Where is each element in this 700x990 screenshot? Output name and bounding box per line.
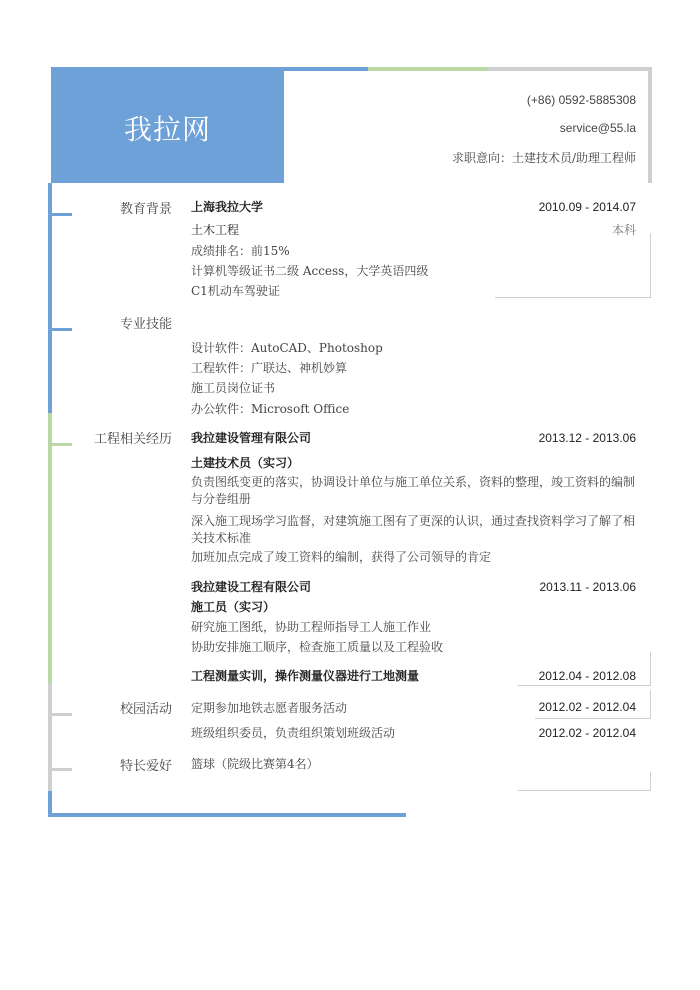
tick-education [48, 213, 72, 216]
corner-frame [495, 297, 651, 298]
corner-frame [650, 652, 651, 685]
spine-blue [48, 183, 52, 413]
skill-line: 设计软件：AutoCAD、Photoshop [191, 341, 383, 355]
campus-date: 2012.02 - 2012.04 [538, 726, 636, 740]
education-line: 计算机等级证书二级 Access，大学英语四级 [191, 264, 429, 278]
experience-line: 研究施工图纸，协助工程师指导工人施工作业 [191, 620, 432, 634]
section-title-experience: 工程相关经历 [93, 432, 172, 447]
experience-line: 协助安排施工顺序，检查施工质量以及工程验收 [191, 640, 444, 654]
section-title-education: 教育背景 [119, 202, 172, 217]
spine-gray [48, 683, 52, 791]
company-name: 我拉建设工程有限公司 [191, 580, 312, 594]
campus-date: 2012.02 - 2012.04 [538, 700, 636, 714]
email: service@55.la [559, 121, 636, 135]
experience-line: 负责图纸变更的落实，协调设计单位与施工单位关系，资料的整理，竣工资料的编制 [191, 475, 636, 489]
tick-hobbies [48, 768, 72, 771]
header-right-frame [648, 67, 652, 183]
experience-date: 2013.11 - 2013.06 [539, 580, 636, 594]
tick-campus [48, 713, 72, 716]
job-role: 土建技术员（实习） [191, 456, 300, 470]
section-title-skills: 专业技能 [119, 317, 172, 332]
section-title-campus: 校园活动 [119, 702, 172, 717]
experience-line: 关技术标准 [191, 531, 252, 545]
skill-line: 办公软件：Microsoft Office [191, 402, 350, 416]
experience-line: 与分卷组册 [191, 492, 252, 506]
skill-line: 工程软件：广联达、神机妙算 [191, 361, 348, 375]
company-name: 我拉建设管理有限公司 [191, 431, 312, 445]
education-date: 2010.09 - 2014.07 [538, 200, 636, 214]
campus-activity: 班级组织委员，负责组织策划班级活动 [191, 726, 396, 740]
phone: (+86) 0592-5885308 [526, 93, 636, 107]
resume-name: 我拉网 [123, 114, 211, 145]
top-accent-green [368, 67, 488, 71]
experience-line: 加班加点完成了竣工资料的编制，获得了公司领导的肯定 [191, 550, 492, 564]
education-line: C1机动车驾驶证 [191, 284, 280, 298]
experience-line: 深入施工现场学习监督，对建筑施工图有了更深的认识，通过查找资料学习了解了相 [191, 514, 636, 528]
skill-line: 施工员岗位证书 [191, 381, 276, 395]
job-role: 施工员（实习） [191, 600, 276, 614]
top-accent-gray [488, 67, 652, 71]
hobby: 篮球（院级比赛第4名） [191, 757, 319, 771]
spine-green [48, 413, 52, 683]
tick-experience [48, 443, 72, 446]
education-line: 成绩排名：前15% [191, 244, 290, 258]
corner-frame [650, 772, 651, 790]
corner-frame [518, 685, 651, 686]
school-name: 上海我拉大学 [191, 200, 264, 214]
training-item: 工程测量实训，操作测量仪器进行工地测量 [191, 669, 420, 683]
bottom-accent-bar [48, 813, 406, 817]
experience-date: 2012.04 - 2012.08 [538, 669, 636, 683]
top-accent-blue [284, 67, 368, 71]
section-title-hobbies: 特长爱好 [119, 759, 172, 774]
experience-date: 2013.12 - 2013.06 [538, 431, 636, 445]
tick-skills [48, 328, 72, 331]
corner-frame [518, 790, 651, 791]
corner-frame [650, 233, 651, 297]
job-objective: 求职意向：土建技术员/助理工程师 [451, 151, 636, 165]
major: 土木工程 [191, 223, 240, 237]
campus-activity: 定期参加地铁志愿者服务活动 [191, 701, 348, 715]
degree: 本科 [611, 223, 636, 237]
corner-frame [535, 718, 651, 719]
corner-frame [650, 690, 651, 718]
